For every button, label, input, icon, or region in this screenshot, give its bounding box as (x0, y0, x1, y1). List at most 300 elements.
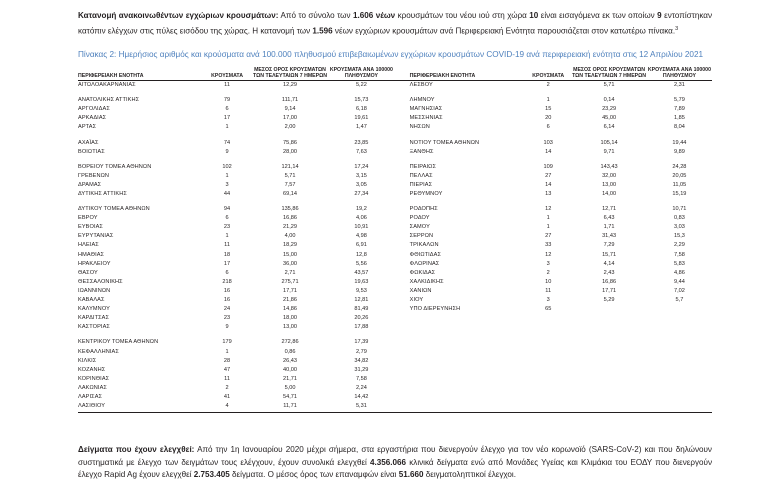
table-cell-per100k: 12,81 (354, 297, 369, 304)
column-gap-cell (395, 148, 410, 157)
table-cell-cases: 27 (545, 233, 552, 240)
table-cell-per100k (647, 375, 712, 384)
table-cell-per100k: 1,47 (355, 124, 367, 131)
table-cell-per100k: 15,73 (354, 97, 369, 104)
intro-text-2: κρουσμάτων του νέου ιού στη χώρα (395, 11, 530, 20)
table-cell-cases: 15 (545, 106, 552, 113)
table-cell-region: ΚΕΦΑΛΛΗΝΙΑΣ (78, 348, 119, 355)
table-cell-per100k: 19,61 (354, 115, 369, 122)
footer-text-3: δείγματα. Ο μέσος όρος των επαναμφών είναι (229, 470, 399, 480)
table-cell-cases: 6 (225, 106, 229, 113)
table-cell-avg7: 0,86 (284, 348, 296, 355)
footer-text-4: δειγματοληπτικοί έλεγχοι. (423, 470, 516, 480)
table-cell-region: ΑΡΓΟΛΙΔΑΣ (78, 106, 110, 113)
table-cell-cases: 74 (223, 139, 231, 146)
column-gap-cell (395, 305, 410, 314)
footer-bold-2: 2.753.405 (193, 470, 230, 480)
table-cell-region: ΦΩΚΙΔΑΣ (409, 269, 436, 276)
table-cell-avg7: 9,14 (284, 106, 296, 113)
table-cell-per100k: 19,2 (355, 206, 367, 213)
table-cell-region: ΜΑΓΝΗΣΙΑΣ (409, 106, 443, 113)
table-cell-per100k: 4,06 (355, 215, 367, 222)
table-cell-per100k: 5,31 (355, 403, 367, 410)
table-cell-cases: 10 (545, 278, 552, 285)
table-cell-region: ΕΥΡΥΤΑΝΙΑΣ (78, 233, 114, 240)
table-cell-per100k: 8,04 (673, 124, 685, 131)
table-cell-per100k: 19,44 (672, 139, 687, 146)
table-cell-region (410, 314, 525, 323)
table-cell-region (410, 357, 525, 366)
column-gap-cell (395, 205, 410, 214)
table-row (78, 278, 712, 287)
table-row (78, 232, 712, 241)
table-row (78, 296, 712, 305)
table-cell-region: ΔΡΑΜΑΣ (78, 181, 102, 188)
table-cell-avg7: 23,29 (602, 106, 617, 113)
table-cell-region: ΝΟΤΙΟΥ ΤΟΜΕΑ ΑΘΗΝΩΝ (409, 139, 480, 146)
intro-footnote-marker: 3 (675, 25, 679, 32)
table-cell-region: ΕΥΒΟΙΑΣ (78, 224, 103, 231)
table-row (78, 402, 712, 411)
table-cell-per100k: 23,85 (354, 139, 369, 146)
table-cell-avg7: 21,86 (283, 297, 298, 304)
table-cell-per100k (647, 314, 712, 323)
column-gap (395, 67, 410, 81)
column-gap-cell (395, 375, 410, 384)
table-cell-per100k (647, 323, 712, 332)
footer-lead: Δείγματα που έχουν ελεγχθεί: (78, 445, 195, 455)
table-cell-avg7: 69,14 (283, 191, 298, 197)
table-cell-avg7: 21,29 (283, 224, 298, 231)
table-cell-avg7 (571, 375, 647, 384)
table-cell-per100k: 5,7 (675, 297, 684, 304)
table-cell-cases: 17 (223, 260, 231, 267)
column-gap-cell (395, 296, 410, 305)
column-gap-cell (395, 393, 410, 402)
table-cell-avg7: 5,00 (284, 384, 296, 391)
table-cell-region: ΗΡΑΚΛΕΙΟΥ (78, 260, 111, 267)
table-cell-region (410, 384, 525, 393)
table-cell-avg7: 26,43 (283, 357, 298, 364)
table-cell-avg7: 275,71 (281, 278, 299, 285)
table-cell-region: ΝΗΣΩΝ (409, 124, 430, 131)
table-cell-cases (525, 366, 571, 375)
table-cell-region: ΑΝΑΤΟΛΙΚΗΣ ΑΤΤΙΚΗΣ (78, 97, 140, 104)
table-cell-region: ΑΙΤΩΛΟΑΚΑΡΝΑΝΙΑΣ (78, 82, 136, 89)
table-row (78, 163, 712, 172)
table-cell-per100k: 12,8 (355, 251, 367, 258)
table-cell-region: ΧΑΝΙΩΝ (409, 287, 432, 294)
column-gap-cell (395, 114, 410, 123)
table-cell-avg7: 16,86 (283, 215, 298, 222)
column-gap-cell (395, 357, 410, 366)
table-cell-region: ΥΠΟ ΔΙΕΡΕΥΝΗΣΗ (409, 306, 461, 313)
table-cell-avg7: 40,00 (283, 366, 298, 373)
intro-text-5: νέων εγχώριων κρουσμάτων ανά Περιφερειακή Ενότητα παρουσιάζεται στον κατωτέρω πίνακα. (332, 26, 676, 36)
column-gap-cell (395, 232, 410, 241)
table-row (78, 375, 712, 384)
table-row (78, 114, 712, 123)
header-region-right: ΠΕΡΙΦΕΡΕΙΑΚΗ ΕΝΟΤΗΤΑ (409, 73, 476, 80)
table-cell-region (410, 375, 525, 384)
table-cell-cases (525, 402, 571, 411)
table-cell-avg7: 9,71 (603, 148, 615, 155)
table-cell-cases: 1 (225, 124, 229, 131)
table-cell-avg7: 5,71 (284, 172, 296, 179)
table-cell-region: ΚΟΖΑΝΗΣ (78, 366, 106, 373)
table-cell-cases: 23 (223, 315, 231, 322)
column-gap-cell (395, 123, 410, 132)
table-cell-avg7 (571, 314, 647, 323)
header-cases-left: ΚΡΟΥΣΜΑΤΑ (211, 73, 243, 80)
footer-bold-3: 51.660 (398, 470, 424, 480)
table-cell-region: ΚΑΣΤΟΡΙΑΣ (78, 324, 110, 331)
table-cell-avg7 (571, 323, 647, 332)
table-cell-cases: 41 (223, 393, 231, 400)
table-row (78, 241, 712, 250)
table-cell-cases: 23 (223, 224, 231, 231)
table-cell-avg7: 2,71 (284, 269, 296, 276)
table-row (78, 214, 712, 223)
table-cell-region (410, 338, 525, 347)
table-cell-region (410, 402, 525, 411)
table-cell-cases: 13 (545, 191, 552, 197)
table-cell-per100k: 3,05 (355, 181, 367, 188)
table-cell-cases: 16 (223, 287, 231, 294)
table-cell-region: ΚΑΛΥΜΝΟΥ (78, 306, 110, 313)
cases-table (78, 67, 712, 413)
footer-bold-1: 4.356.066 (370, 457, 407, 467)
table-cell-avg7: 17,71 (602, 287, 617, 294)
table-cell-cases: 11 (224, 82, 230, 89)
column-gap-cell (395, 338, 410, 347)
table-row (78, 348, 712, 357)
table-cell-region (410, 366, 525, 375)
table-cell-cases: 3 (546, 297, 550, 304)
table-cell-avg7: 14,00 (602, 191, 617, 197)
table-cell-avg7: 7,29 (603, 242, 615, 249)
table-cell-avg7: 15,00 (283, 251, 298, 258)
table-cell-cases (525, 348, 571, 357)
table-cell-avg7: 6,43 (603, 215, 615, 222)
table-cell-region: ΡΕΘΥΜΝΟΥ (409, 191, 443, 197)
column-gap-cell (395, 223, 410, 232)
table-cell-avg7: 16,86 (602, 278, 617, 285)
table-cell-per100k: 14,42 (354, 393, 369, 400)
table-cell-avg7: 5,29 (603, 297, 615, 304)
table-cell-cases: 1 (225, 233, 229, 240)
table-cell-cases: 2 (225, 384, 229, 391)
table-cell-cases: 94 (223, 206, 231, 213)
table-cell-cases: 9 (225, 148, 229, 155)
table-cell-avg7: 28,00 (283, 148, 298, 155)
intro-paragraph (78, 10, 712, 38)
column-gap-cell (395, 402, 410, 411)
table-cell-avg7: 18,00 (283, 315, 298, 322)
table-cell-region: ΤΡΙΚΑΛΩΝ (409, 242, 439, 249)
table-cell-per100k: 7,63 (355, 148, 367, 155)
table-cell-cases: 3 (225, 181, 229, 188)
table-row (78, 269, 712, 278)
table-cell-per100k: 10,71 (672, 206, 687, 213)
table-cell-region: ΑΡΤΑΣ (78, 124, 97, 131)
table-row (78, 181, 712, 190)
column-gap-cell (395, 348, 410, 357)
table-cell-region: ΘΕΣΣΑΛΟΝΙΚΗΣ (78, 278, 123, 285)
table-row (78, 287, 712, 296)
intro-bold-4: 1.596 (312, 26, 333, 36)
column-gap-cell (395, 384, 410, 393)
table-cell-cases: 44 (223, 191, 231, 197)
table-cell-cases: 11 (224, 375, 230, 382)
table-cell-cases: 1 (546, 97, 550, 104)
table-cell-per100k (647, 402, 712, 411)
table-cell-per100k: 17,88 (354, 324, 369, 331)
table-cell-per100k (647, 357, 712, 366)
table-cell-avg7: 32,00 (602, 172, 617, 179)
table-cell-avg7: 17,00 (283, 115, 298, 122)
table-cell-per100k: 81,49 (354, 306, 369, 313)
table-cell-per100k: 3,15 (355, 172, 367, 179)
table-bottom-rule (78, 411, 712, 413)
table-cell-per100k: 1,85 (673, 115, 685, 122)
table-cell-avg7: 13,00 (602, 181, 617, 188)
column-gap-cell (395, 163, 410, 172)
table-cell-region: ΚΕΝΤΡΙΚΟΥ ΤΟΜΕΑ ΑΘΗΝΩΝ (78, 339, 159, 346)
table-cell-avg7: 272,86 (281, 339, 299, 346)
header-region-left: ΠΕΡΙΦΕΡΕΙΑΚΗ ΕΝΟΤΗΤΑ (78, 73, 144, 80)
table-cell-avg7: 13,00 (283, 324, 298, 331)
table-cell-region: ΑΡΚΑΔΙΑΣ (78, 115, 107, 122)
table-cell-per100k: 19,63 (354, 278, 369, 285)
table-cell-cases: 17 (223, 115, 231, 122)
table-cell-region: ΚΑΡΔΙΤΣΑΣ (78, 315, 110, 322)
table-cell-cases: 11 (545, 287, 552, 294)
table-cell-per100k: 6,91 (355, 242, 367, 249)
table-cell-region: ΛΑΚΩΝΙΑΣ (78, 384, 107, 391)
table-cell-region: ΡΟΔΟΠΗΣ (409, 206, 438, 213)
column-gap-cell (395, 366, 410, 375)
table-cell-per100k: 9,53 (355, 287, 367, 294)
column-gap-cell (395, 214, 410, 223)
table-cell-avg7: 4,14 (603, 260, 615, 267)
table-cell-avg7: 31,43 (602, 233, 617, 240)
table-cell-cases (525, 384, 571, 393)
table-cell-region: ΠΕΛΛΑΣ (409, 172, 433, 179)
table-cell-cases: 1 (225, 172, 229, 179)
table-cell-cases (525, 393, 571, 402)
table-cell-per100k: 0,83 (673, 215, 685, 222)
intro-text-1: Από το σύνολο των (278, 11, 353, 20)
column-gap-cell (395, 105, 410, 114)
table-cell-cases: 1 (546, 224, 550, 231)
table-cell-per100k: 3,03 (673, 224, 685, 231)
table-cell-region: ΘΑΣΟΥ (78, 269, 98, 276)
table-cell-per100k: 24,28 (672, 163, 687, 170)
table-cell-region: ΗΛΕΙΑΣ (78, 242, 99, 249)
table-cell-avg7: 12,71 (602, 206, 617, 213)
table-cell-cases: 103 (543, 139, 553, 146)
table-cell-cases: 11 (224, 242, 230, 249)
table-cell-cases: 16 (223, 297, 231, 304)
table-cell-per100k: 7,58 (673, 251, 685, 258)
table-cell-avg7: 18,29 (283, 242, 298, 249)
table-cell-region (410, 393, 525, 402)
table-cell-cases (525, 375, 571, 384)
table-row (78, 148, 712, 157)
table-cell-cases: 27 (545, 172, 552, 179)
footer-paragraph (78, 444, 712, 482)
table-cell-region: ΠΕΙΡΑΙΩΣ (409, 163, 437, 170)
table-cell-avg7: 135,86 (281, 206, 299, 213)
table-cell-cases (525, 323, 571, 332)
table-cell-per100k: 20,26 (354, 315, 369, 322)
table-cell-region: ΧΑΛΚΙΔΙΚΗΣ (409, 278, 444, 285)
table-cell-region: ΦΘΙΩΤΙΔΑΣ (409, 251, 442, 258)
column-gap-cell (395, 96, 410, 105)
table-cell-region: ΔΥΤΙΚΗΣ ΑΤΤΙΚΗΣ (78, 191, 127, 197)
table-row (78, 305, 712, 314)
table-cell-region: ΡΟΔΟΥ (409, 215, 430, 222)
table-cell-avg7: 12,29 (283, 82, 298, 89)
header-per100k-right: ΚΡΟΥΣΜΑΤΑ ΑΝΑ 100000 ΠΛΗΘΥΣΜΟΥ (647, 66, 711, 80)
table-cell-cases: 6 (546, 124, 550, 131)
table-cell-per100k: 9,89 (673, 148, 685, 155)
header-avg7-left: ΜΕΣΟΣ ΟΡΟΣ ΚΡΟΥΣΜΑΤΩΝ ΤΩΝ ΤΕΛΕΥΤΑΙΩΝ 7 ΗΜΕΡΩΝ (253, 66, 327, 80)
column-gap-cell (395, 287, 410, 296)
table-cell-avg7: 54,71 (283, 393, 298, 400)
column-gap-cell (395, 260, 410, 269)
table-cell-region: ΛΗΜΝΟΥ (409, 97, 435, 104)
table-cell-cases: 3 (546, 260, 550, 267)
table-cell-cases: 109 (543, 163, 553, 170)
table-cell-avg7: 17,71 (283, 287, 298, 294)
table-row (78, 223, 712, 232)
column-gap-cell (395, 314, 410, 323)
footer-text-1: Από την 1η Ιανουαρίου 2020 μέχρι σήμερα, στα εργαστήρια που διενεργούν έλεγχο για τον νέο κορωνοϊό (SARS-CoV-2) και που δηλώνουν συστηματικά με έλεγχο των δειγμάτων τους ελέγχουν, έχουν συνολικά ελεγχθεί (78, 445, 712, 467)
column-gap-cell (395, 190, 410, 199)
table-cell-per100k (647, 348, 712, 357)
intro-lead: Κατανομή ανακοινωθέντων εγχώριων κρουσμάτων: (78, 11, 279, 20)
table-body (78, 81, 712, 413)
table-cell-per100k (647, 338, 712, 347)
table-cell-avg7 (571, 393, 647, 402)
table-cell-cases (525, 314, 571, 323)
column-gap-cell (395, 172, 410, 181)
table-cell-region: ΣΕΡΡΩΝ (409, 233, 434, 240)
table-cell-avg7 (571, 384, 647, 393)
table-cell-per100k: 5,83 (673, 260, 685, 267)
table-cell-per100k: 15,19 (672, 191, 687, 197)
table-container (78, 67, 712, 413)
column-gap-cell (395, 81, 410, 91)
table-cell-cases: 2 (546, 82, 550, 89)
table-cell-region: ΚΙΛΚΙΣ (78, 357, 97, 364)
header-per100k-left: ΚΡΟΥΣΜΑΤΑ ΑΝΑ 100000 ΠΛΗΘΥΣΜΟΥ (329, 66, 393, 80)
table-cell-per100k: 17,24 (354, 163, 369, 170)
table-cell-region: ΛΑΣΙΘΙΟΥ (78, 403, 106, 410)
table-cell-avg7 (571, 402, 647, 411)
table-cell-per100k: 15,3 (673, 233, 685, 240)
table-cell-cases: 14 (545, 181, 552, 188)
table-cell-avg7: 143,43 (600, 163, 618, 170)
table-cell-per100k (647, 305, 712, 314)
table-cell-avg7 (571, 338, 647, 347)
table-cell-cases: 4 (225, 403, 229, 410)
table-header-row (78, 67, 712, 81)
column-gap-cell (395, 139, 410, 148)
table-cell-per100k: 2,24 (355, 384, 367, 391)
table-cell-per100k: 17,39 (354, 339, 369, 346)
intro-bold-1: 1.606 νέων (353, 11, 396, 20)
table-cell-per100k: 31,29 (354, 366, 369, 373)
header-avg7-right: ΜΕΣΟΣ ΟΡΟΣ ΚΡΟΥΣΜΑΤΩΝ ΤΩΝ ΤΕΛΕΥΤΑΙΩΝ 7 ΗΜΕΡΩΝ (572, 66, 647, 80)
table-row (78, 338, 712, 347)
table-cell-cases: 14 (545, 148, 552, 155)
table-cell-region: ΚΑΒΑΛΑΣ (78, 297, 105, 304)
table-cell-per100k: 2,31 (673, 82, 685, 89)
table-cell-cases: 1 (225, 348, 229, 355)
table-cell-avg7: 2,43 (603, 269, 615, 276)
table-cell-region: ΕΒΡΟΥ (78, 215, 98, 222)
table-row (78, 357, 712, 366)
table-cell-avg7 (571, 366, 647, 375)
table-cell-per100k: 4,86 (673, 269, 685, 276)
column-gap-cell (395, 251, 410, 260)
table-cell-avg7: 121,14 (281, 163, 299, 170)
table-cell-avg7: 5,71 (603, 82, 615, 89)
table-cell-cases: 2 (546, 269, 550, 276)
table-cell-avg7: 111,71 (281, 97, 299, 104)
table-cell-per100k: 4,98 (355, 233, 367, 240)
table-cell-cases: 47 (223, 366, 231, 373)
table-row (78, 366, 712, 375)
intro-bold-2: 10 (529, 11, 539, 20)
table-cell-avg7: 75,86 (283, 139, 298, 146)
table-cell-cases (525, 338, 571, 347)
table-cell-region: ΣΑΜΟΥ (409, 224, 430, 231)
table-cell-per100k: 9,44 (673, 278, 685, 285)
table-cell-avg7: 0,14 (603, 97, 615, 104)
table-cell-cases: 6 (225, 269, 229, 276)
table-cell-cases: 28 (223, 357, 231, 364)
table-cell-per100k: 5,56 (355, 260, 367, 267)
table-row (78, 96, 712, 105)
table-cell-avg7: 14,86 (283, 306, 298, 313)
table-cell-cases: 12 (545, 251, 552, 258)
table-cell-per100k: 27,34 (354, 191, 369, 197)
table-row (78, 172, 712, 181)
column-gap-cell (395, 241, 410, 250)
table-cell-region: ΛΑΡΙΣΑΣ (78, 393, 103, 400)
table-cell-avg7: 4,00 (284, 233, 296, 240)
table-cell-avg7: 36,00 (283, 260, 298, 267)
table-cell-cases: 79 (223, 97, 231, 104)
table-cell-cases: 179 (222, 339, 232, 346)
table-cell-per100k (647, 366, 712, 375)
column-gap-cell (395, 181, 410, 190)
table-cell-region (410, 348, 525, 357)
footer-text-2: κλινικά δείγματα ενώ από Μονάδες Υγείας και Κλιμάκια του ΕΟΔΥ που διενεργούν έλεγχο Rapid Ag έχουν ελεγχθεί (78, 457, 712, 480)
table-cell-per100k: 34,82 (354, 357, 369, 364)
table-cell-per100k: 6,18 (355, 106, 367, 113)
table-cell-avg7: 1,71 (603, 224, 615, 231)
table-cell-per100k: 2,29 (673, 242, 685, 249)
table-cell-cases: 65 (545, 306, 552, 313)
column-gap-cell (395, 323, 410, 332)
intro-text-4: εντοπίστηκαν κατόπιν ελέγχων στις πύλες εισόδου της χώρας. Η κατανομή των (78, 11, 712, 36)
table-cell-avg7: 45,00 (602, 115, 617, 122)
